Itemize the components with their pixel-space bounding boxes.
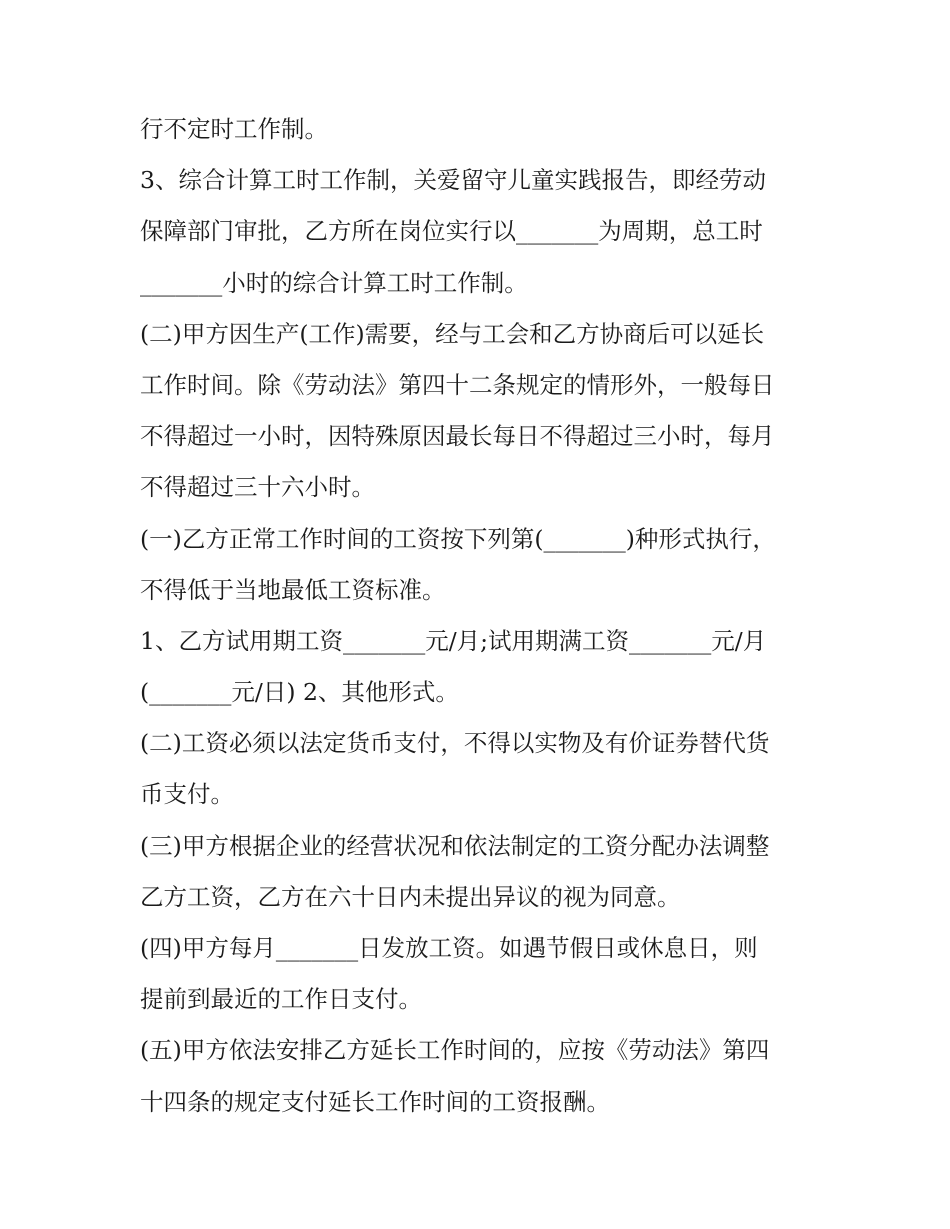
text-line: 十四条的规定支付延长工作时间的工资报酬。 <box>140 1087 610 1116</box>
text-line: 1、乙方试用期工资_______元/月;试用期满工资_______元/月 <box>140 626 767 655</box>
text-line: 币支付。 <box>140 780 234 809</box>
text-line: 不得超过三十六小时。 <box>140 473 375 502</box>
text-line: (二)甲方因生产(工作)需要，经与工会和乙方协商后可以延长 <box>140 319 765 348</box>
text-line: (五)甲方依法安排乙方延长工作时间的，应按《劳动法》第四 <box>140 1036 770 1065</box>
text-line: (四)甲方每月_______日发放工资。如遇节假日或休息日，则 <box>140 934 758 962</box>
text-line: 工作时间。除《劳动法》第四十二条规定的情形外，一般每日 <box>140 370 775 399</box>
text-line: 不得低于当地最低工资标准。 <box>140 575 446 604</box>
text-line: 保障部门审批，乙方所在岗位实行以_______为周期，总工时 <box>140 217 763 246</box>
text-line: (二)工资必须以法定货币支付，不得以实物及有价证券替代货 <box>140 729 770 758</box>
text-line: 不得超过一小时，因特殊原因最长每日不得超过三小时，每月 <box>140 422 775 451</box>
text-line: 乙方工资，乙方在六十日内未提出异议的视为同意。 <box>140 882 681 911</box>
text-line: (一)乙方正常工作时间的工资按下列第(_______)种形式执行， <box>140 524 776 553</box>
text-line: (_______元/日) 2、其他形式。 <box>140 678 459 707</box>
text-line: _______小时的综合计算工时工作制。 <box>140 268 528 297</box>
document-body <box>140 104 820 1128</box>
text-line: 行不定时工作制。 <box>140 115 328 143</box>
text-line: 提前到最近的工作日支付。 <box>140 985 422 1014</box>
text-line: (三)甲方根据企业的经营状况和依法制定的工资分配办法调整 <box>140 831 770 860</box>
text-line: 3、综合计算工时工作制，关爱留守儿童实践报告，即经劳动 <box>140 166 766 195</box>
